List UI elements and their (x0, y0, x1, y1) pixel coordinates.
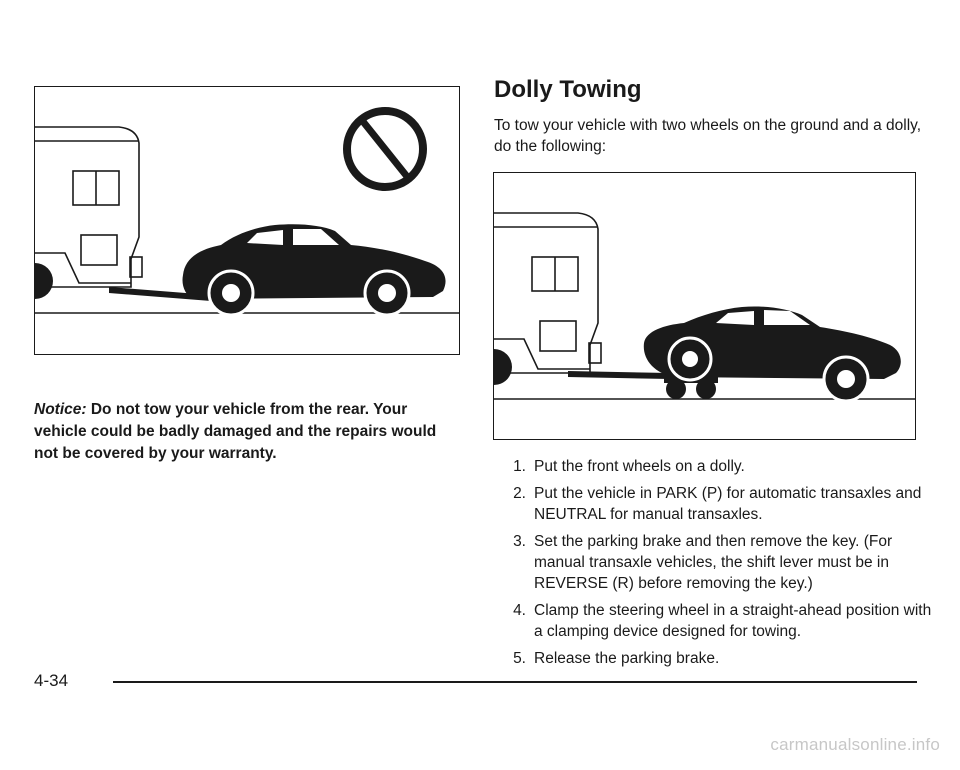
section-title: Dolly Towing (494, 76, 642, 103)
dolly-towing-drawing (494, 173, 915, 439)
step-item (494, 600, 934, 642)
truck-rear-wheel (494, 349, 512, 385)
step-number: 2. (513, 485, 526, 502)
step-item (494, 531, 934, 594)
step-text: Set the parking brake and then remove the key. (For manual transaxle vehicles, the shift lever must be in REVERSE (R) before removing the key.) (534, 533, 893, 592)
step-text: Clamp the steering wheel in a straight-ahead position with a clamping device designed for towing. (534, 602, 932, 640)
footer-divider (113, 681, 917, 683)
tow-bar (568, 371, 670, 379)
prohibited-icon (347, 111, 423, 187)
rear-towing-illustration (34, 86, 460, 355)
notice-text: Do not tow your vehicle from the rear. Your vehicle could be badly damaged and the repairs would not be covered by your warranty. (34, 400, 437, 462)
step-number: 5. (513, 650, 526, 667)
towing-steps (494, 456, 934, 675)
dolly-towing-illustration (493, 172, 916, 440)
site-watermark: carmanualsonline.info (770, 735, 940, 754)
step-number: 4. (513, 602, 526, 619)
warranty-notice (34, 399, 464, 465)
notice-label: Notice: (34, 400, 87, 418)
page-number: 4-34 (34, 671, 69, 690)
step-text: Put the front wheels on a dolly. (534, 458, 745, 475)
step-text: Release the parking brake. (534, 650, 720, 667)
rear-towing-drawing (35, 87, 459, 354)
step-item (494, 648, 934, 669)
car-towed-from-rear (182, 224, 445, 315)
step-item (494, 483, 934, 525)
step-number: 1. (513, 458, 526, 475)
step-number: 3. (513, 533, 526, 550)
tow-truck (35, 127, 142, 287)
tow-truck (494, 213, 601, 373)
step-item (494, 456, 934, 477)
section-intro: To tow your vehicle with two wheels on the ground and a dolly, do the following: (494, 117, 922, 155)
truck-rear-wheel (35, 263, 53, 299)
step-text: Put the vehicle in PARK (P) for automatic transaxles and NEUTRAL for manual transaxles. (534, 485, 922, 523)
